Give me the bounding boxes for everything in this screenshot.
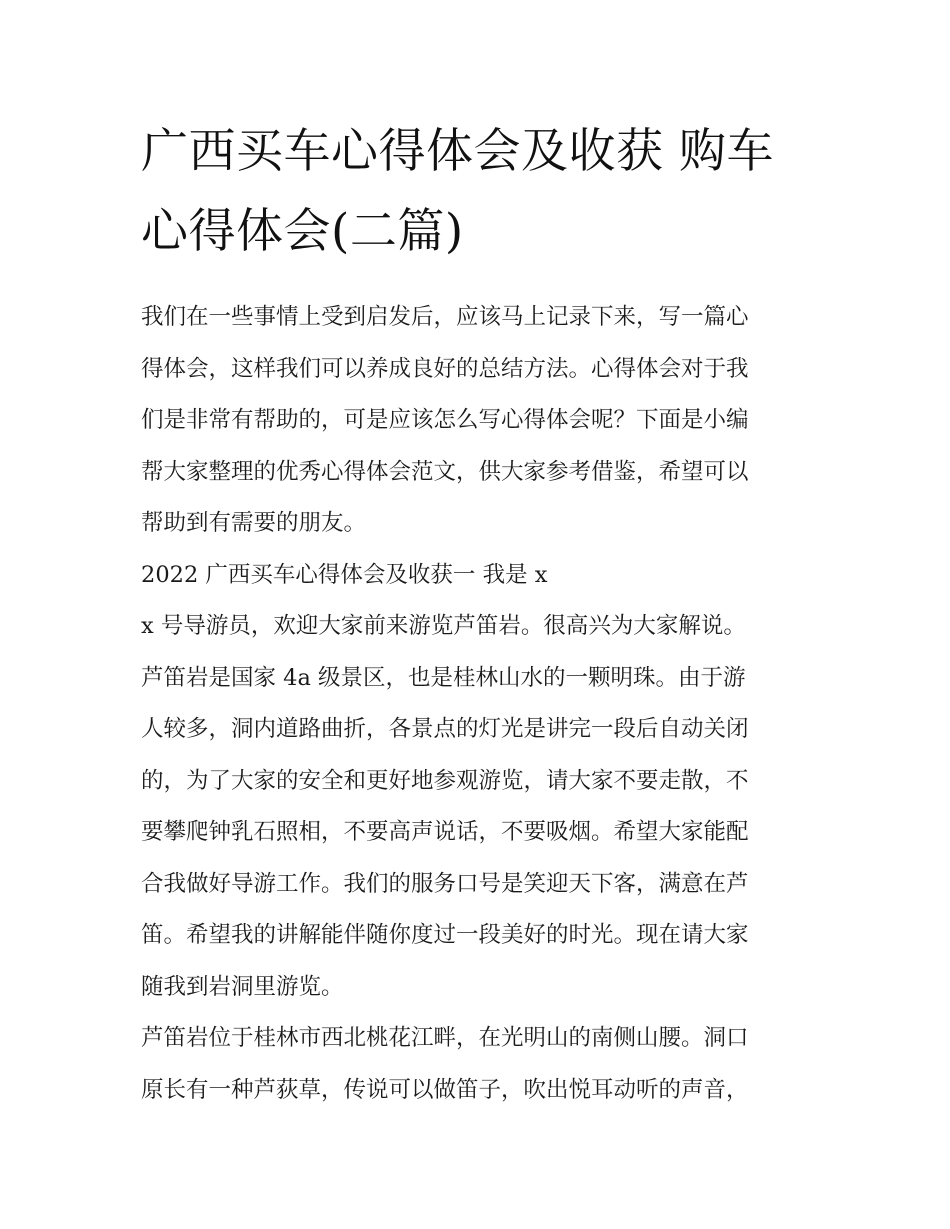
text-line: 我们在一些事情上受到启发后，应该马上记录下来，写一篇心	[141, 304, 749, 330]
section-2-paragraph	[141, 1013, 812, 1116]
text-line: 合我做好导游工作。我们的服务口号是笑迎天下客，满意在芦	[141, 870, 749, 897]
text-line: 芦笛岩是国家 4a 级景区，也是桂林山水的一颗明珠。由于游	[141, 664, 746, 691]
text-line: 芦笛岩位于桂林市西北桃花江畔，在光明山的南侧山腰。洞口	[141, 1025, 749, 1051]
section-1-paragraph	[141, 601, 812, 1013]
text-line: 帮大家整理的优秀心得体会范文，供大家参考借鉴，希望可以	[141, 458, 749, 485]
title-line-1: 广西买车心得体会及收获 购车	[141, 124, 774, 179]
section-1-heading: 2022 广西买车心得体会及收获一 我是 x	[141, 561, 548, 588]
text-line: 随我到岩洞里游览。	[141, 973, 344, 1000]
text-line: 的，为了大家的安全和更好地参观游览，请大家不要走散，不	[141, 767, 749, 794]
text-line: 帮助到有需要的朋友。	[141, 510, 367, 536]
text-line: 原长有一种芦荻草，传说可以做笛子，吹出悦耳动听的声音，	[141, 1076, 749, 1103]
text-line: 得体会，这样我们可以养成良好的总结方法。心得体会对于我	[141, 355, 749, 382]
intro-paragraph	[141, 292, 812, 550]
text-line: 人较多，洞内道路曲折，各景点的灯光是讲完一段后自动关闭	[141, 716, 749, 742]
text-line: x 号导游员，欢迎大家前来游览芦笛岩。很高兴为大家解说。	[141, 613, 746, 639]
text-line: 笛。希望我的讲解能伴随你度过一段美好的时光。现在请大家	[141, 922, 749, 948]
text-line: 们是非常有帮助的，可是应该怎么写心得体会呢？下面是小编	[141, 407, 749, 433]
document-title	[141, 112, 812, 272]
text-line: 要攀爬钟乳石照相，不要高声说话，不要吸烟。希望大家能配	[141, 819, 749, 845]
title-line-2: 心得体会(二篇)	[141, 204, 464, 259]
